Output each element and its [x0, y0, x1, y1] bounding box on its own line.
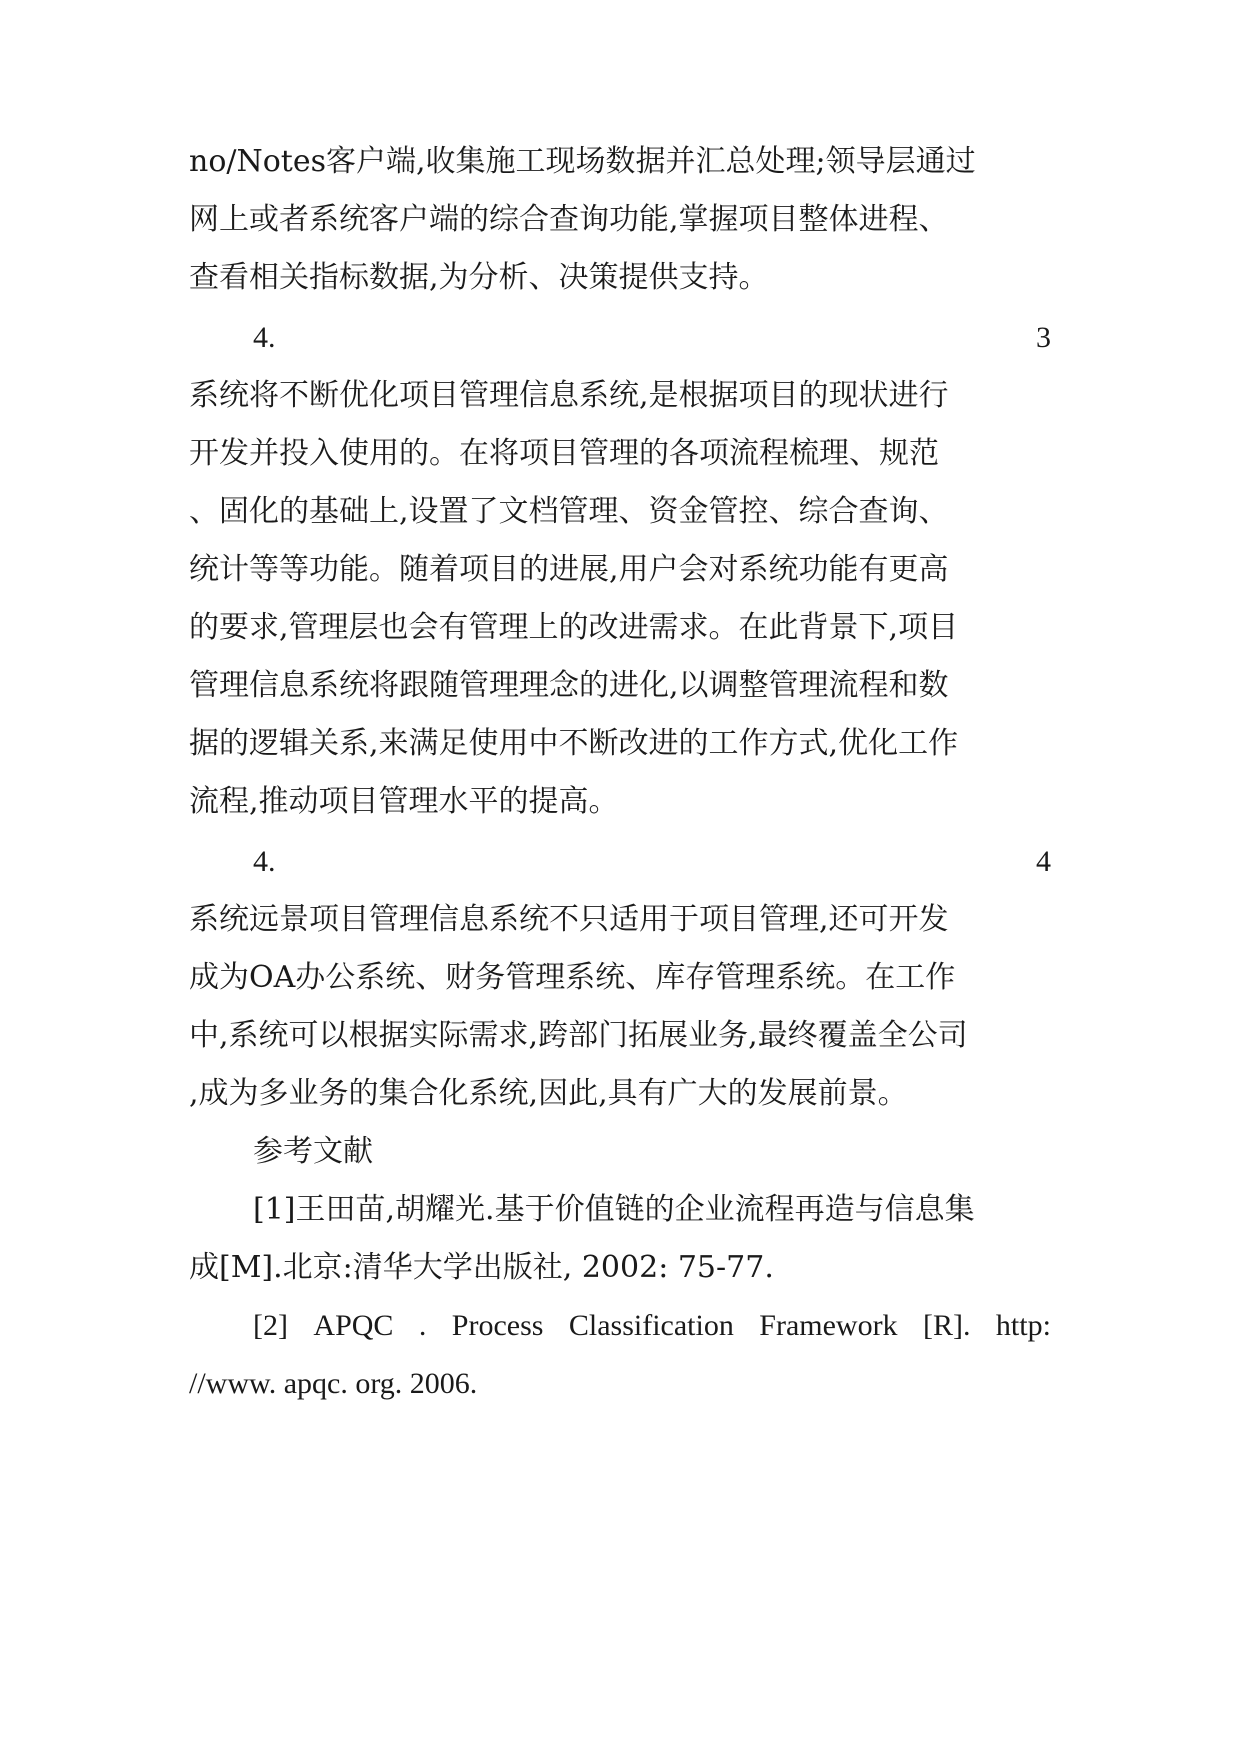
- reference-2-part: Process: [451, 1309, 544, 1342]
- section-4-line-1: 系统远景项目管理信息系统不只适用于项目管理,还可开发: [189, 902, 949, 937]
- section-3-number-right: 3: [1036, 321, 1051, 354]
- intro-line-2: 网上或者系统客户端的综合查询功能,掌握项目整体进程、: [189, 202, 949, 237]
- reference-2-part: Framework: [759, 1309, 898, 1342]
- section-3-line-2: 开发并投入使用的。在将项目管理的各项流程梳理、规范: [189, 436, 939, 471]
- section-3-line-8: 流程,推动项目管理水平的提高。: [189, 784, 619, 819]
- reference-2-line-1: [253, 1302, 1051, 1350]
- section-4-number-left: 4.: [253, 845, 276, 878]
- section-3-line-4: 统计等等功能。随着项目的进展,用户会对系统功能有更高: [189, 552, 949, 587]
- section-3-line-5: 的要求,管理层也会有管理上的改进需求。在此背景下,项目: [189, 610, 959, 645]
- reference-1-line-2: 成[M].北京:清华大学出版社, 2002: 75-77.: [189, 1250, 774, 1285]
- reference-2-part: .: [418, 1309, 427, 1342]
- section-4-line-2: 成为OA办公系统、财务管理系统、库存管理系统。在工作: [189, 960, 956, 995]
- section-4-line-4: ,成为多业务的集合化系统,因此,具有广大的发展前景。: [189, 1076, 908, 1111]
- section-3-line-7: 据的逻辑关系,来满足使用中不断改进的工作方式,优化工作: [189, 726, 959, 761]
- section-3-line-6: 管理信息系统将跟随管理理念的进化,以调整管理流程和数: [189, 668, 949, 703]
- intro-line-3: 查看相关指标数据,为分析、决策提供支持。: [189, 260, 769, 295]
- section-4-line-3: 中,系统可以根据实际需求,跨部门拓展业务,最终覆盖全公司: [189, 1018, 968, 1053]
- section-3-line-1: 系统将不断优化项目管理信息系统,是根据项目的现状进行: [189, 378, 949, 413]
- reference-2-part: APQC: [313, 1309, 394, 1342]
- section-4-number-right: 4: [1036, 845, 1051, 878]
- references-heading: 参考文献: [253, 1134, 373, 1169]
- section-3-number-left: 4.: [253, 321, 276, 354]
- reference-2-part: http:: [995, 1309, 1051, 1342]
- reference-2-part: [2]: [253, 1309, 288, 1342]
- reference-2-line-2: //www. apqc. org. 2006.: [189, 1367, 478, 1400]
- reference-2-part: Classification: [568, 1309, 734, 1342]
- section-3-line-3: 、固化的基础上,设置了文档管理、资金管控、综合查询、: [189, 494, 949, 529]
- intro-line-1: no/Notes客户端,收集施工现场数据并汇总处理;领导层通过: [189, 144, 976, 179]
- reference-2-part: [R].: [922, 1309, 971, 1342]
- reference-1-line-1: [1]王田苗,胡耀光.基于价值链的企业流程再造与信息集: [253, 1192, 975, 1227]
